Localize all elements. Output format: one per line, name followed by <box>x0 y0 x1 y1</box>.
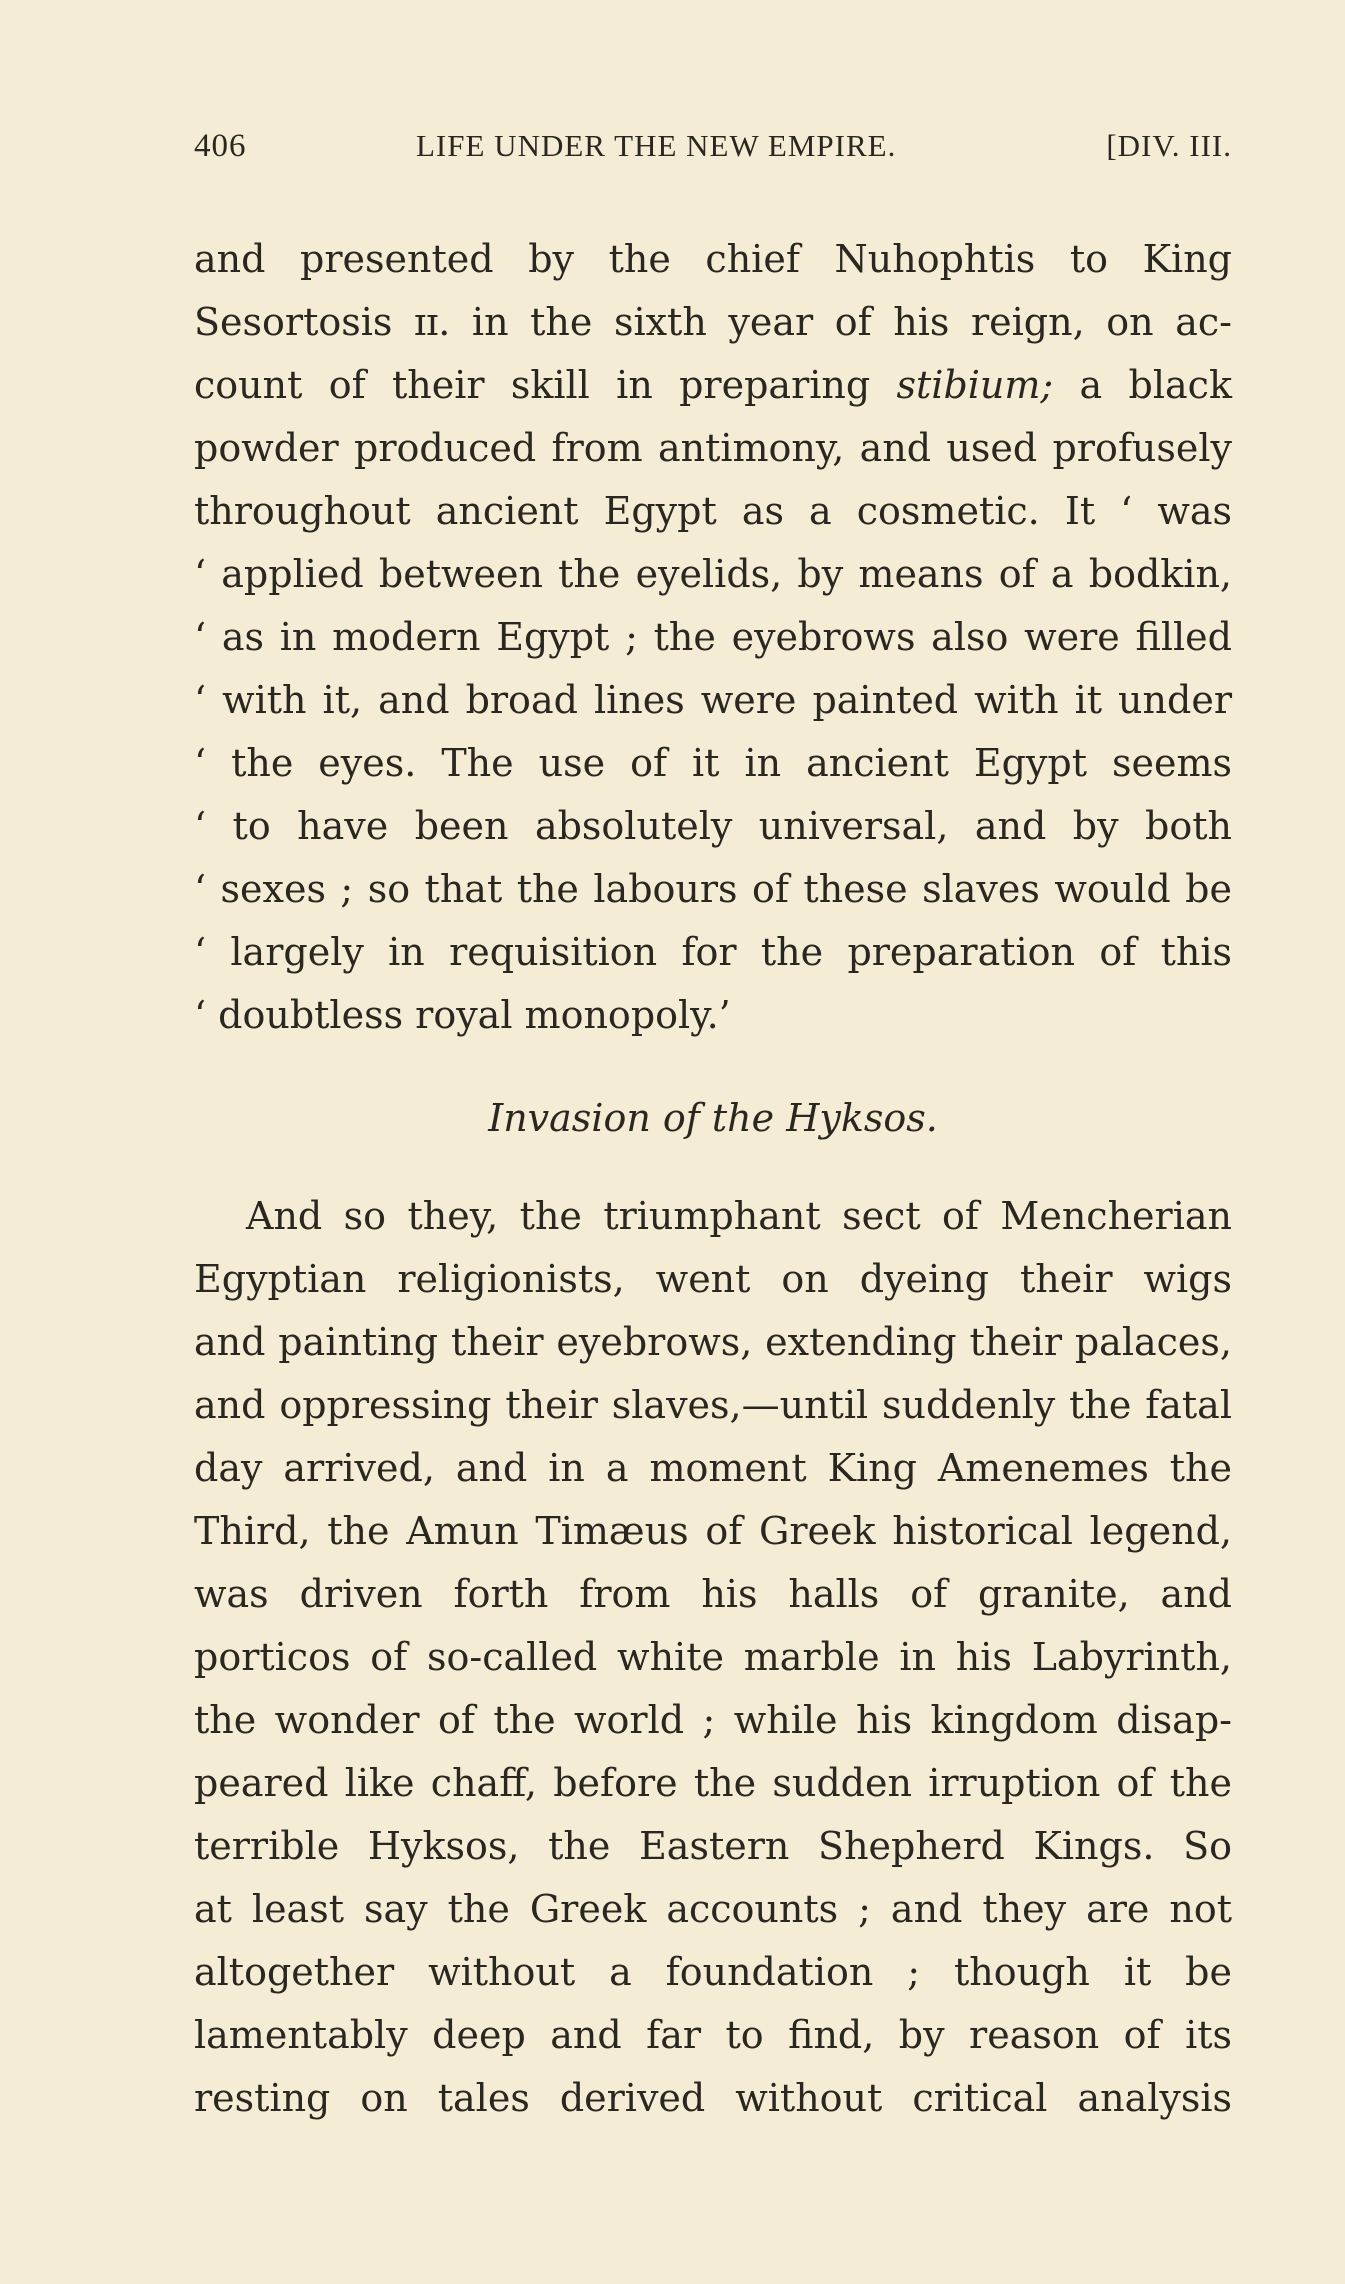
section-heading: Invasion of the Hyksos. <box>488 1096 938 1140</box>
text-line: porticos of so-called white marble in his Labyrinth, <box>194 1635 1232 1679</box>
text-line: ‘ the eyes. The use of it in ancient Egypt seems <box>194 741 1232 785</box>
text-line: Third, the Amun Timæus of Greek historical legend, <box>194 1509 1232 1553</box>
page-number: 406 <box>194 128 247 164</box>
text-line: lamentably deep and far to find, by reason of its <box>194 2013 1232 2057</box>
text-line: ‘ applied between the eyelids, by means of a bodkin, <box>194 552 1232 596</box>
text-line: ‘ to have been absolutely universal, and by both <box>194 804 1232 848</box>
text-line: day arrived, and in a moment King Amenemes the <box>194 1446 1232 1490</box>
text-line: ‘ as in modern Egypt ; the eyebrows also were filled <box>194 615 1232 659</box>
paragraph-hyksos <box>194 1185 1232 2130</box>
text-line: altogether without a foundation ; though it be <box>194 1950 1232 1994</box>
italic-term: stibium; <box>896 363 1054 407</box>
text-line: and presented by the chief Nuhophtis to King <box>194 237 1232 281</box>
running-header <box>194 128 1232 178</box>
paragraph-continuation <box>194 228 1232 1047</box>
text-line: peared like chaff, before the sudden irruption of the <box>194 1761 1232 1805</box>
text-line: ‘ with it, and broad lines were painted with it under <box>194 678 1232 722</box>
text-line: terrible Hyksos, the Eastern Shepherd Kings. So <box>194 1824 1232 1868</box>
text-line: Sesortosis ɪɪ. in the sixth year of his reign, on ac- <box>194 300 1232 344</box>
text-line: And so they, the triumphant sect of Mencherian <box>246 1194 1232 1238</box>
text-line: ‘ doubtless royal monopoly.’ <box>194 993 731 1037</box>
division-label: [DIV. III. <box>1106 128 1232 163</box>
text-line: and painting their eyebrows, extending their palaces, <box>194 1320 1232 1364</box>
text-line: ‘ largely in requisition for the preparation of this <box>194 930 1232 974</box>
running-title: LIFE UNDER THE NEW EMPIRE. <box>416 128 897 163</box>
text-line: powder produced from antimony, and used profusely <box>194 426 1232 470</box>
text-line: count of their skill in preparing stibium; a black <box>194 363 1232 407</box>
text-line: was driven forth from his halls of granite, and <box>194 1572 1232 1616</box>
text-line: Egyptian religionists, went on dyeing their wigs <box>194 1257 1232 1301</box>
text-line: at least say the Greek accounts ; and they are not <box>194 1887 1232 1931</box>
text-line: ‘ sexes ; so that the labours of these slaves would be <box>194 867 1232 911</box>
text-line: resting on tales derived without critical analysis <box>194 2076 1232 2120</box>
text-line: the wonder of the world ; while his kingdom disap- <box>194 1698 1232 1742</box>
text-line: and oppressing their slaves,—until suddenly the fatal <box>194 1383 1232 1427</box>
text-line: throughout ancient Egypt as a cosmetic. It ‘ was <box>194 489 1232 533</box>
